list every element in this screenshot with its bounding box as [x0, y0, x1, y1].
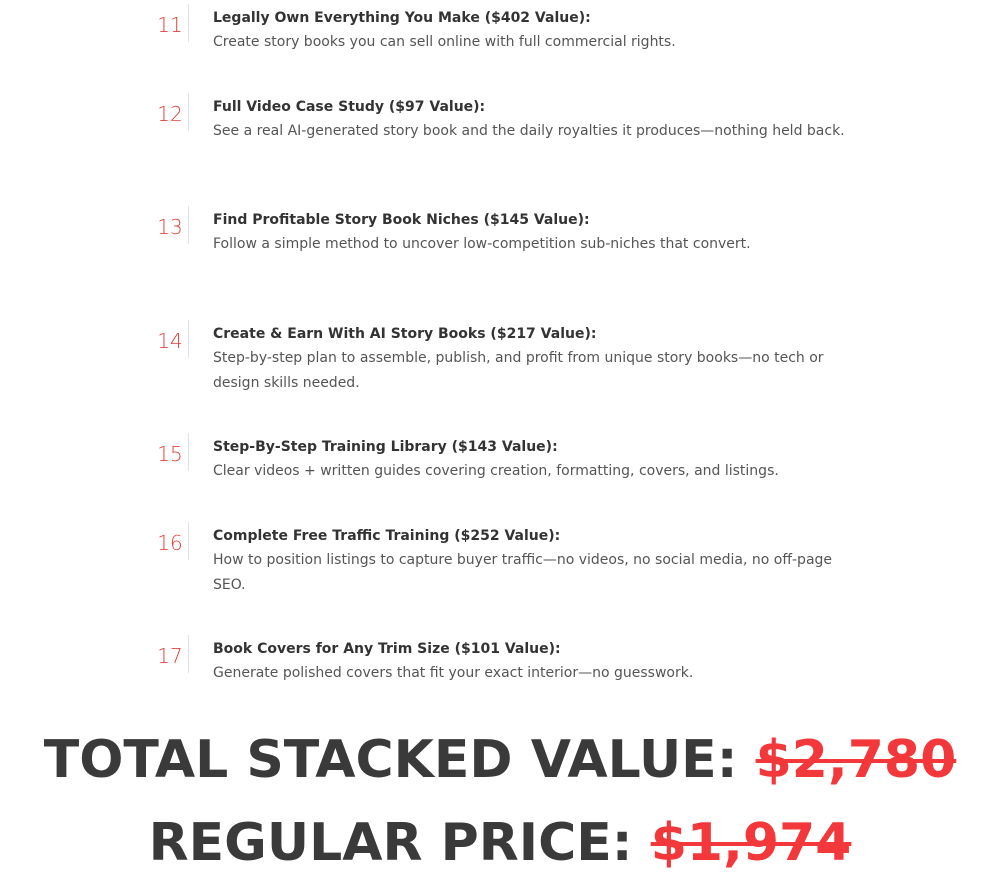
feature-divider	[188, 433, 189, 471]
feature-description: Follow a simple method to uncover low-competition sub-niches that convert.	[213, 236, 751, 252]
feature-description: Generate polished covers that fit your exact interior—no guesswork.	[213, 665, 694, 681]
feature-divider	[188, 4, 189, 42]
feature-number: 11	[157, 13, 183, 37]
feature-number: 17	[157, 644, 183, 668]
feature-title: Legally Own Everything You Make ($402 Value):	[213, 10, 591, 26]
feature-divider	[188, 522, 189, 560]
regular-price	[0, 808, 1000, 878]
feature-number: 16	[157, 531, 183, 555]
feature-title: Create & Earn With AI Story Books ($217 Value):	[213, 326, 597, 342]
feature-title: Step-By-Step Training Library ($143 Value):	[213, 439, 558, 455]
regular-price-amount: $1,974	[650, 813, 852, 873]
feature-number: 14	[157, 329, 183, 353]
feature-description: Step-by-step plan to assemble, publish, and profit from unique story books—no tech or design skills needed.	[213, 350, 824, 391]
feature-number: 15	[157, 442, 183, 466]
feature-description: See a real AI-generated story book and the daily royalties it produces—nothing held back.	[213, 123, 845, 139]
total-stacked-label: TOTAL STACKED VALUE:	[43, 730, 738, 790]
feature-title: Book Covers for Any Trim Size ($101 Value):	[213, 641, 561, 657]
feature-number: 13	[157, 215, 183, 239]
total-stacked-amount: $2,780	[755, 730, 957, 790]
feature-title: Full Video Case Study ($97 Value):	[213, 99, 486, 115]
feature-description: Clear videos + written guides covering creation, formatting, covers, and listings.	[213, 463, 779, 479]
feature-divider	[188, 635, 189, 673]
feature-divider	[188, 320, 189, 358]
feature-description: Create story books you can sell online with full commercial rights.	[213, 34, 676, 50]
regular-price-label: REGULAR PRICE:	[148, 813, 633, 873]
feature-title: Complete Free Traffic Training ($252 Value):	[213, 528, 561, 544]
feature-title: Find Profitable Story Book Niches ($145 Value):	[213, 212, 590, 228]
feature-divider	[188, 206, 189, 244]
feature-description: How to position listings to capture buyer traffic—no videos, no social media, no off-page SEO.	[213, 552, 833, 593]
feature-number: 12	[157, 102, 183, 126]
total-stacked-value	[0, 725, 1000, 795]
feature-divider	[188, 93, 189, 131]
